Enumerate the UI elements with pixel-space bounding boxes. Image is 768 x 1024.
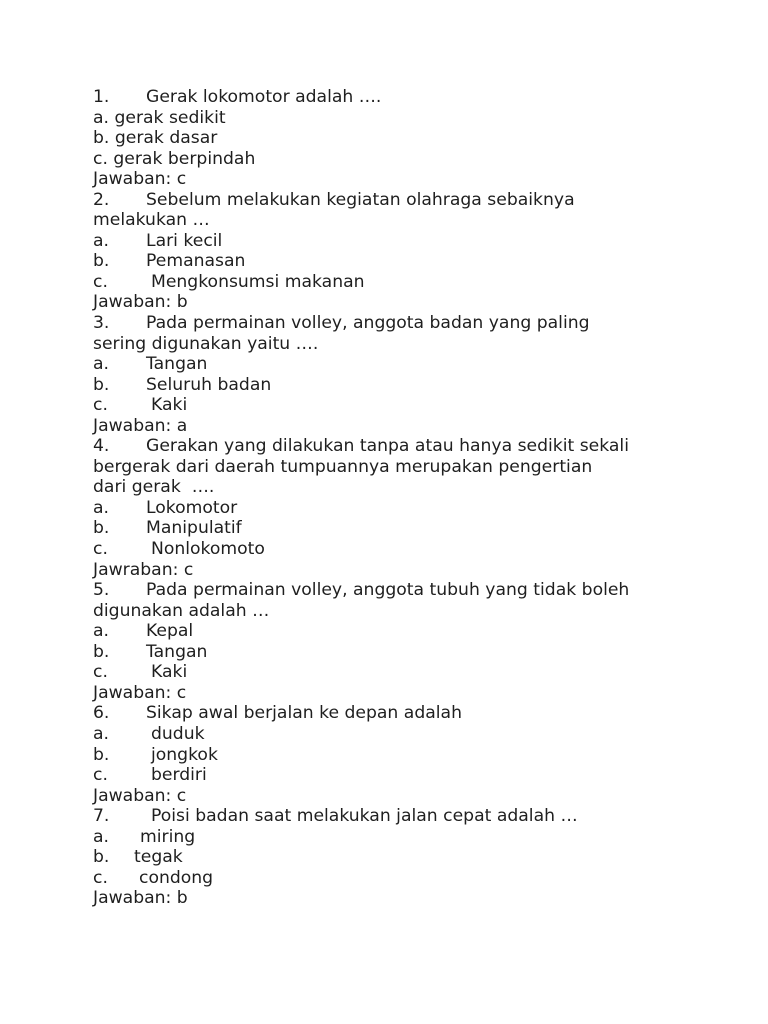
option-b bbox=[93, 847, 693, 868]
option-label: c. bbox=[93, 271, 108, 292]
question-4 bbox=[93, 436, 693, 457]
option-label: c. bbox=[93, 395, 108, 416]
option-text: Tangan bbox=[146, 641, 208, 662]
question-number: 1. bbox=[93, 87, 110, 107]
question-text: Pada permainan volley, anggota badan yang paling bbox=[146, 313, 590, 334]
question-6 bbox=[93, 703, 693, 724]
question-text-continued: digunakan adalah … bbox=[93, 600, 270, 621]
option-text: miring bbox=[140, 826, 196, 847]
option-text: Tangan bbox=[146, 354, 208, 375]
question-number: 6. bbox=[93, 703, 110, 724]
option-text: Pemanasan bbox=[146, 251, 246, 272]
question-2 bbox=[93, 190, 693, 211]
option-text: Manipulatif bbox=[146, 518, 242, 539]
question-number: 7. bbox=[93, 806, 110, 827]
option-a bbox=[93, 621, 693, 642]
option-a bbox=[93, 231, 693, 252]
question-text: Pada permainan volley, anggota tubuh yang tidak boleh bbox=[146, 580, 630, 601]
question-text-continued: sering digunakan yaitu …. bbox=[93, 333, 319, 354]
answer-line: Jawraban: c bbox=[93, 559, 194, 580]
question-text-continued: bergerak dari daerah tumpuannya merupakan pengertian bbox=[93, 456, 593, 477]
answer-line: Jawaban: a bbox=[93, 415, 188, 436]
question-text: Gerakan yang dilakukan tanpa atau hanya sedikit sekali bbox=[146, 436, 629, 457]
option-b: b. gerak dasar bbox=[93, 128, 218, 149]
option-b bbox=[93, 251, 693, 272]
option-text: Kaki bbox=[151, 662, 188, 683]
option-text: Lari kecil bbox=[146, 230, 223, 251]
question-number: 4. bbox=[93, 436, 110, 457]
option-c: c. gerak berpindah bbox=[93, 148, 256, 169]
option-label: a. bbox=[93, 826, 109, 847]
option-label: c. bbox=[93, 662, 108, 683]
option-c bbox=[93, 272, 693, 293]
option-label: b. bbox=[93, 251, 110, 272]
option-label: c. bbox=[93, 539, 108, 560]
question-5 bbox=[93, 580, 693, 601]
question-text: Sebelum melakukan kegiatan olahraga sebaiknya bbox=[146, 189, 575, 210]
option-c bbox=[93, 765, 693, 786]
option-b bbox=[93, 518, 693, 539]
option-text: jongkok bbox=[151, 744, 218, 765]
option-label: b. bbox=[93, 847, 110, 868]
answer-line: Jawaban: c bbox=[93, 785, 187, 806]
option-c bbox=[93, 395, 693, 416]
question-text: Gerak lokomotor adalah …. bbox=[146, 87, 382, 107]
question-number: 3. bbox=[93, 313, 110, 334]
answer-line: Jawaban: c bbox=[93, 682, 187, 703]
document-page bbox=[93, 87, 693, 909]
option-label: b. bbox=[93, 744, 110, 765]
option-label: a. bbox=[93, 621, 109, 642]
option-text: Kepal bbox=[146, 621, 194, 642]
question-number: 5. bbox=[93, 580, 110, 601]
option-label: b. bbox=[93, 518, 110, 539]
option-b bbox=[93, 642, 693, 663]
option-label: c. bbox=[93, 867, 108, 888]
option-c bbox=[93, 662, 693, 683]
question-3 bbox=[93, 313, 693, 334]
answer-line: Jawaban: b bbox=[93, 888, 188, 909]
option-label: a. bbox=[93, 230, 109, 251]
option-text: tegak bbox=[134, 847, 183, 868]
option-a bbox=[93, 498, 693, 519]
question-text: Sikap awal berjalan ke depan adalah bbox=[146, 703, 462, 724]
question-text: Poisi badan saat melakukan jalan cepat adalah … bbox=[151, 806, 578, 827]
question-text-continued: melakukan … bbox=[93, 210, 210, 231]
option-label: b. bbox=[93, 374, 110, 395]
answer-line: Jawaban: b bbox=[93, 292, 188, 313]
option-text: berdiri bbox=[151, 765, 207, 786]
option-text: condong bbox=[139, 867, 214, 888]
option-b bbox=[93, 375, 693, 396]
option-c bbox=[93, 868, 693, 889]
option-label: b. bbox=[93, 641, 110, 662]
option-text: Seluruh badan bbox=[146, 374, 272, 395]
option-text: Lokomotor bbox=[146, 497, 238, 518]
option-text: Kaki bbox=[151, 395, 188, 416]
option-c bbox=[93, 539, 693, 560]
option-label: c. bbox=[93, 765, 108, 786]
option-label: a. bbox=[93, 723, 109, 744]
option-a bbox=[93, 827, 693, 848]
question-text-continued: dari gerak …. bbox=[93, 477, 215, 498]
question-1 bbox=[93, 87, 693, 108]
option-label: a. bbox=[93, 354, 109, 375]
option-text: duduk bbox=[151, 723, 205, 744]
option-a bbox=[93, 724, 693, 745]
option-text: Mengkonsumsi makanan bbox=[151, 271, 365, 292]
option-text: Nonlokomoto bbox=[151, 539, 265, 560]
option-a bbox=[93, 354, 693, 375]
option-label: a. bbox=[93, 497, 109, 518]
option-b bbox=[93, 745, 693, 766]
question-7 bbox=[93, 806, 693, 827]
option-a: a. gerak sedikit bbox=[93, 107, 226, 128]
answer-line: Jawaban: c bbox=[93, 169, 187, 190]
question-number: 2. bbox=[93, 189, 110, 210]
